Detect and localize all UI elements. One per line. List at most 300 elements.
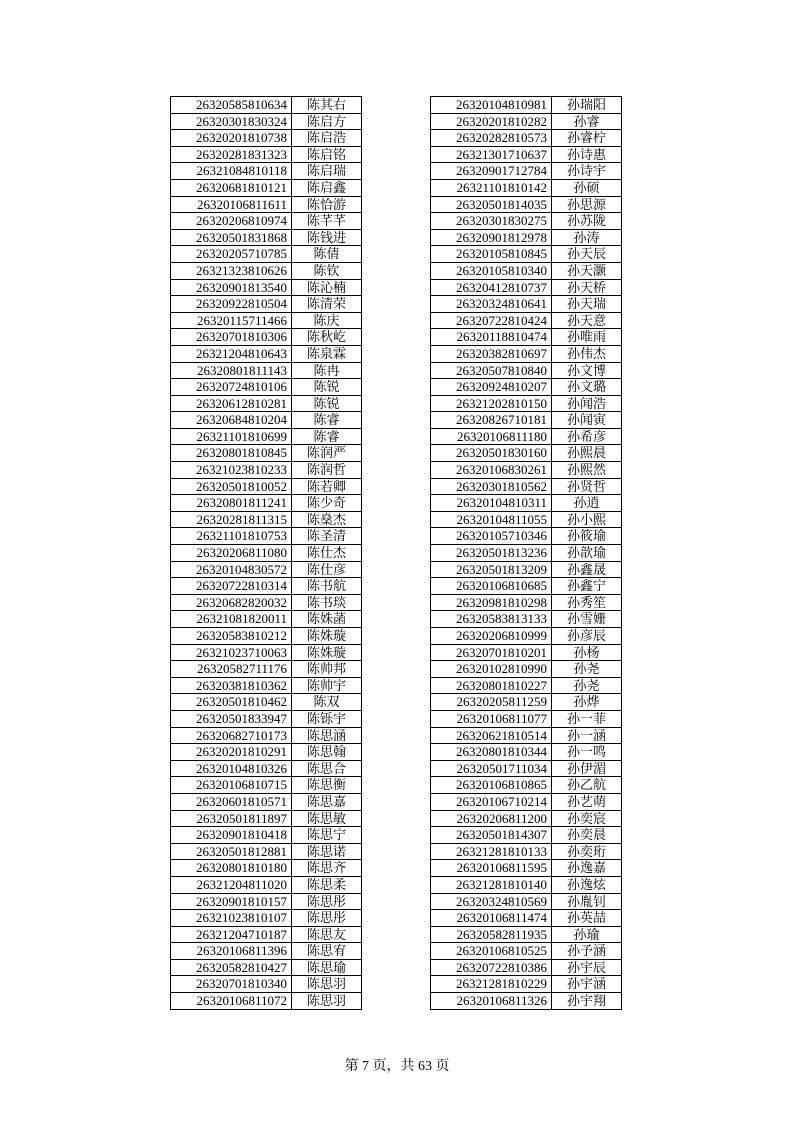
exam-number-cell: 26320205710785 bbox=[171, 246, 292, 263]
student-name-cell: 孙乙航 bbox=[552, 777, 622, 794]
exam-number-cell: 26320901712784 bbox=[431, 163, 552, 180]
student-name-cell: 孙杨 bbox=[552, 644, 622, 661]
student-name-cell: 孙睿 bbox=[552, 113, 622, 130]
table-row bbox=[431, 296, 622, 313]
exam-number-cell: 26320924810207 bbox=[431, 379, 552, 396]
student-name-cell: 孙天意 bbox=[552, 312, 622, 329]
student-name-cell: 陈锐 bbox=[292, 395, 362, 412]
exam-number-cell: 26320501830160 bbox=[431, 445, 552, 462]
student-name-cell: 孙筱瑜 bbox=[552, 528, 622, 545]
table-row bbox=[431, 644, 622, 661]
exam-number-cell: 26320684810204 bbox=[171, 412, 292, 429]
student-name-cell: 孙奕珩 bbox=[552, 843, 622, 860]
student-name-cell: 孙睿柠 bbox=[552, 130, 622, 147]
table-row bbox=[431, 379, 622, 396]
table-row bbox=[171, 694, 362, 711]
table-row bbox=[171, 329, 362, 346]
table-row bbox=[431, 611, 622, 628]
table-row bbox=[431, 511, 622, 528]
exam-number-cell: 26320106811595 bbox=[431, 860, 552, 877]
student-name-cell: 陈睿 bbox=[292, 428, 362, 445]
exam-number-cell: 26320901810418 bbox=[171, 827, 292, 844]
exam-number-cell: 26320106811474 bbox=[431, 910, 552, 927]
student-name-cell: 孙宇涵 bbox=[552, 976, 622, 993]
table-row bbox=[431, 312, 622, 329]
exam-number-cell: 26320324810641 bbox=[431, 296, 552, 313]
exam-number-cell: 26320102810990 bbox=[431, 661, 552, 678]
table-row bbox=[431, 694, 622, 711]
student-name-cell: 陈铄宇 bbox=[292, 710, 362, 727]
student-name-cell: 陈思诺 bbox=[292, 843, 362, 860]
table-row bbox=[431, 246, 622, 263]
student-name-cell: 陈清荣 bbox=[292, 296, 362, 313]
student-name-cell: 孙诗宇 bbox=[552, 163, 622, 180]
exam-number-cell: 26320205811259 bbox=[431, 694, 552, 711]
exam-number-cell: 26320105810340 bbox=[431, 262, 552, 279]
student-name-cell: 陈思彤 bbox=[292, 910, 362, 927]
exam-number-cell: 26320612810281 bbox=[171, 395, 292, 412]
student-name-cell: 孙硕 bbox=[552, 179, 622, 196]
student-name-cell: 陈思衡 bbox=[292, 777, 362, 794]
exam-number-cell: 26320301830275 bbox=[431, 213, 552, 230]
student-name-cell: 陈仕彦 bbox=[292, 561, 362, 578]
exam-number-cell: 26320106830261 bbox=[431, 462, 552, 479]
exam-number-cell: 26320801810227 bbox=[431, 677, 552, 694]
exam-number-cell: 26321101810142 bbox=[431, 179, 552, 196]
table-row bbox=[171, 379, 362, 396]
table-row bbox=[431, 495, 622, 512]
exam-number-cell: 26320281811315 bbox=[171, 511, 292, 528]
student-name-cell: 孙一菲 bbox=[552, 710, 622, 727]
exam-number-cell: 26320324810569 bbox=[431, 893, 552, 910]
table-row bbox=[171, 993, 362, 1010]
student-name-cell: 陈启瑞 bbox=[292, 163, 362, 180]
table-row bbox=[171, 296, 362, 313]
exam-number-cell: 26320601810571 bbox=[171, 793, 292, 810]
exam-number-cell: 26320621810514 bbox=[431, 727, 552, 744]
exam-number-cell: 26320412810737 bbox=[431, 279, 552, 296]
student-name-cell: 孙艺萌 bbox=[552, 793, 622, 810]
student-name-cell: 孙贤哲 bbox=[552, 478, 622, 495]
student-name-cell: 孙逍 bbox=[552, 495, 622, 512]
student-name-cell: 孙熙然 bbox=[552, 462, 622, 479]
exam-number-cell: 26320206810999 bbox=[431, 628, 552, 645]
table-row bbox=[431, 545, 622, 562]
exam-number-cell: 26320206811200 bbox=[431, 810, 552, 827]
table-row bbox=[431, 395, 622, 412]
table-row bbox=[171, 561, 362, 578]
exam-number-cell: 26321202810150 bbox=[431, 395, 552, 412]
student-name-cell: 陈思涵 bbox=[292, 727, 362, 744]
exam-number-cell: 26320583810212 bbox=[171, 628, 292, 645]
table-row bbox=[431, 943, 622, 960]
table-row bbox=[431, 229, 622, 246]
student-name-cell: 孙歆瑜 bbox=[552, 545, 622, 562]
exam-number-cell: 26320301830324 bbox=[171, 113, 292, 130]
student-name-cell: 陈思齐 bbox=[292, 860, 362, 877]
table-row bbox=[171, 827, 362, 844]
table-row bbox=[431, 976, 622, 993]
student-name-cell: 孙天瑞 bbox=[552, 296, 622, 313]
exam-number-cell: 26321204811020 bbox=[171, 876, 292, 893]
table-row bbox=[431, 959, 622, 976]
exam-number-cell: 26320722810424 bbox=[431, 312, 552, 329]
exam-number-cell: 26320682710173 bbox=[171, 727, 292, 744]
student-name-cell: 陈双 bbox=[292, 694, 362, 711]
student-name-cell: 陈少奇 bbox=[292, 495, 362, 512]
student-name-cell: 陈思彤 bbox=[292, 893, 362, 910]
exam-number-cell: 26320106811077 bbox=[431, 710, 552, 727]
exam-number-cell: 26321204710187 bbox=[171, 926, 292, 943]
student-name-cell: 孙胤钊 bbox=[552, 893, 622, 910]
table-row bbox=[431, 710, 622, 727]
exam-number-cell: 26320281831323 bbox=[171, 146, 292, 163]
table-row bbox=[171, 528, 362, 545]
student-name-cell: 陈芊芊 bbox=[292, 213, 362, 230]
exam-number-cell: 26320106811326 bbox=[431, 993, 552, 1010]
student-name-cell: 孙一涵 bbox=[552, 727, 622, 744]
table-row bbox=[171, 959, 362, 976]
table-row bbox=[171, 312, 362, 329]
table-row bbox=[431, 594, 622, 611]
student-name-cell: 孙彦辰 bbox=[552, 628, 622, 645]
student-name-cell: 陈思嘉 bbox=[292, 793, 362, 810]
exam-number-cell: 26320106710214 bbox=[431, 793, 552, 810]
table-row bbox=[171, 810, 362, 827]
student-name-cell: 孙天灏 bbox=[552, 262, 622, 279]
student-name-cell: 孙一鸣 bbox=[552, 744, 622, 761]
exam-number-cell: 26320701810201 bbox=[431, 644, 552, 661]
table-row bbox=[431, 744, 622, 761]
exam-number-cell: 26320801810845 bbox=[171, 445, 292, 462]
table-row bbox=[171, 412, 362, 429]
table-row bbox=[171, 943, 362, 960]
table-row bbox=[431, 97, 622, 114]
exam-number-cell: 26320106810715 bbox=[171, 777, 292, 794]
table-row bbox=[431, 661, 622, 678]
student-name-cell: 陈钱进 bbox=[292, 229, 362, 246]
exam-number-cell: 26320724810106 bbox=[171, 379, 292, 396]
table-row bbox=[431, 628, 622, 645]
student-name-cell: 陈沁楠 bbox=[292, 279, 362, 296]
exam-number-cell: 26321101810699 bbox=[171, 428, 292, 445]
student-name-cell: 陈姝菡 bbox=[292, 611, 362, 628]
table-row bbox=[431, 362, 622, 379]
table-row bbox=[431, 113, 622, 130]
exam-number-cell: 26320106811072 bbox=[171, 993, 292, 1010]
exam-number-cell: 26320106810865 bbox=[431, 777, 552, 794]
exam-number-cell: 26321301710637 bbox=[431, 146, 552, 163]
student-name-cell: 陈恰游 bbox=[292, 196, 362, 213]
exam-number-cell: 26321281810133 bbox=[431, 843, 552, 860]
table-row bbox=[171, 262, 362, 279]
table-row bbox=[171, 727, 362, 744]
table-row bbox=[171, 495, 362, 512]
table-row bbox=[171, 843, 362, 860]
table-row bbox=[431, 462, 622, 479]
exam-number-cell: 26320501810462 bbox=[171, 694, 292, 711]
student-name-cell: 孙鑫宁 bbox=[552, 578, 622, 595]
student-name-cell: 孙宇辰 bbox=[552, 959, 622, 976]
student-name-cell: 孙天辰 bbox=[552, 246, 622, 263]
exam-number-cell: 26320501813236 bbox=[431, 545, 552, 562]
exam-number-cell: 26321081820011 bbox=[171, 611, 292, 628]
student-name-cell: 陈锐 bbox=[292, 379, 362, 396]
student-name-cell: 陈思友 bbox=[292, 926, 362, 943]
exam-number-cell: 26321023810233 bbox=[171, 462, 292, 479]
exam-number-cell: 26320801810180 bbox=[171, 860, 292, 877]
table-row bbox=[431, 793, 622, 810]
student-name-cell: 陈冉 bbox=[292, 362, 362, 379]
roster-table-right bbox=[430, 96, 622, 1010]
exam-number-cell: 26320901813540 bbox=[171, 279, 292, 296]
student-name-cell: 陈润哲 bbox=[292, 462, 362, 479]
table-row bbox=[431, 146, 622, 163]
student-name-cell: 陈帅宇 bbox=[292, 677, 362, 694]
table-row bbox=[431, 561, 622, 578]
exam-number-cell: 26320381810362 bbox=[171, 677, 292, 694]
table-row bbox=[431, 163, 622, 180]
exam-number-cell: 26320501814035 bbox=[431, 196, 552, 213]
table-row bbox=[171, 213, 362, 230]
student-name-cell: 陈润严 bbox=[292, 445, 362, 462]
student-name-cell: 陈其右 bbox=[292, 97, 362, 114]
student-name-cell: 陈思翰 bbox=[292, 744, 362, 761]
table-row bbox=[171, 545, 362, 562]
student-name-cell: 孙予涵 bbox=[552, 943, 622, 960]
exam-number-cell: 26320981810298 bbox=[431, 594, 552, 611]
table-row bbox=[171, 677, 362, 694]
student-name-cell: 孙瑞阳 bbox=[552, 97, 622, 114]
table-row bbox=[171, 876, 362, 893]
student-name-cell: 孙伟杰 bbox=[552, 345, 622, 362]
exam-number-cell: 26320901812978 bbox=[431, 229, 552, 246]
student-name-cell: 孙宇翔 bbox=[552, 993, 622, 1010]
student-name-cell: 孙唯雨 bbox=[552, 329, 622, 346]
exam-number-cell: 26320801810344 bbox=[431, 744, 552, 761]
student-name-cell: 陈思柔 bbox=[292, 876, 362, 893]
exam-number-cell: 26320106811611 bbox=[171, 196, 292, 213]
student-name-cell: 孙奕晨 bbox=[552, 827, 622, 844]
student-name-cell: 孙文璐 bbox=[552, 379, 622, 396]
exam-number-cell: 26320501811897 bbox=[171, 810, 292, 827]
table-row bbox=[171, 893, 362, 910]
table-row bbox=[431, 760, 622, 777]
exam-number-cell: 26320801811241 bbox=[171, 495, 292, 512]
exam-number-cell: 26320501813209 bbox=[431, 561, 552, 578]
student-name-cell: 陈圣清 bbox=[292, 528, 362, 545]
table-row bbox=[171, 445, 362, 462]
student-name-cell: 孙尧 bbox=[552, 677, 622, 694]
table-row bbox=[171, 395, 362, 412]
student-name-cell: 孙逸嘉 bbox=[552, 860, 622, 877]
exam-number-cell: 26320922810504 bbox=[171, 296, 292, 313]
exam-number-cell: 26320501711034 bbox=[431, 760, 552, 777]
table-row bbox=[171, 860, 362, 877]
student-name-cell: 陈书航 bbox=[292, 578, 362, 595]
table-row bbox=[171, 910, 362, 927]
student-name-cell: 陈思宥 bbox=[292, 943, 362, 960]
table-row bbox=[431, 578, 622, 595]
exam-number-cell: 26320582811935 bbox=[431, 926, 552, 943]
exam-number-cell: 26320501833947 bbox=[171, 710, 292, 727]
exam-number-cell: 26320206811080 bbox=[171, 545, 292, 562]
student-name-cell: 孙伊湄 bbox=[552, 760, 622, 777]
student-name-cell: 陈启浩 bbox=[292, 130, 362, 147]
student-name-cell: 孙小熙 bbox=[552, 511, 622, 528]
student-name-cell: 陈思羽 bbox=[292, 976, 362, 993]
student-name-cell: 孙熙晨 bbox=[552, 445, 622, 462]
table-row bbox=[171, 146, 362, 163]
student-name-cell: 孙瑜 bbox=[552, 926, 622, 943]
table-row bbox=[431, 213, 622, 230]
student-name-cell: 陈书琰 bbox=[292, 594, 362, 611]
table-row bbox=[171, 976, 362, 993]
table-row bbox=[431, 827, 622, 844]
exam-number-cell: 26320106811396 bbox=[171, 943, 292, 960]
student-name-cell: 陈思合 bbox=[292, 760, 362, 777]
student-name-cell: 孙闻浩 bbox=[552, 395, 622, 412]
student-name-cell: 陈思敏 bbox=[292, 810, 362, 827]
exam-number-cell: 26320104830572 bbox=[171, 561, 292, 578]
roster-body-right bbox=[431, 97, 622, 1010]
student-name-cell: 陈思瑜 bbox=[292, 959, 362, 976]
table-row bbox=[431, 843, 622, 860]
roster-body-left bbox=[171, 97, 362, 1010]
table-row bbox=[171, 345, 362, 362]
table-row bbox=[431, 926, 622, 943]
student-name-cell: 孙英喆 bbox=[552, 910, 622, 927]
exam-number-cell: 26320501810052 bbox=[171, 478, 292, 495]
student-name-cell: 陈姝璇 bbox=[292, 644, 362, 661]
exam-number-cell: 26320583813133 bbox=[431, 611, 552, 628]
table-row bbox=[171, 478, 362, 495]
table-row bbox=[171, 926, 362, 943]
table-row bbox=[171, 760, 362, 777]
table-row bbox=[171, 97, 362, 114]
table-row bbox=[171, 113, 362, 130]
exam-number-cell: 26321084810118 bbox=[171, 163, 292, 180]
exam-number-cell: 26320682820032 bbox=[171, 594, 292, 611]
exam-number-cell: 26320826710181 bbox=[431, 412, 552, 429]
student-name-cell: 陈睿 bbox=[292, 412, 362, 429]
exam-number-cell: 26320681810121 bbox=[171, 179, 292, 196]
table-row bbox=[171, 578, 362, 595]
table-row bbox=[431, 428, 622, 445]
exam-number-cell: 26320282810573 bbox=[431, 130, 552, 147]
student-name-cell: 陈若卿 bbox=[292, 478, 362, 495]
exam-number-cell: 26320206810974 bbox=[171, 213, 292, 230]
student-name-cell: 陈倩 bbox=[292, 246, 362, 263]
student-name-cell: 孙思源 bbox=[552, 196, 622, 213]
exam-number-cell: 26320104810981 bbox=[431, 97, 552, 114]
exam-number-cell: 26320104810311 bbox=[431, 495, 552, 512]
table-row bbox=[171, 462, 362, 479]
exam-number-cell: 26320106810685 bbox=[431, 578, 552, 595]
table-row bbox=[171, 229, 362, 246]
student-name-cell: 陈庆 bbox=[292, 312, 362, 329]
table-row bbox=[431, 329, 622, 346]
student-name-cell: 孙雪姗 bbox=[552, 611, 622, 628]
exam-number-cell: 26320382810697 bbox=[431, 345, 552, 362]
table-row bbox=[431, 345, 622, 362]
exam-number-cell: 26320722810386 bbox=[431, 959, 552, 976]
student-name-cell: 孙希彦 bbox=[552, 428, 622, 445]
table-row bbox=[171, 744, 362, 761]
student-name-cell: 孙闻寅 bbox=[552, 412, 622, 429]
exam-number-cell: 26321323810626 bbox=[171, 262, 292, 279]
student-name-cell: 陈启鑫 bbox=[292, 179, 362, 196]
student-name-cell: 孙尧 bbox=[552, 661, 622, 678]
exam-number-cell: 26320104811055 bbox=[431, 511, 552, 528]
student-name-cell: 孙涛 bbox=[552, 229, 622, 246]
table-row bbox=[171, 594, 362, 611]
student-name-cell: 陈秋屹 bbox=[292, 329, 362, 346]
table-row bbox=[431, 876, 622, 893]
table-row bbox=[171, 793, 362, 810]
student-name-cell: 陈仕杰 bbox=[292, 545, 362, 562]
table-row bbox=[171, 710, 362, 727]
exam-number-cell: 26320301810562 bbox=[431, 478, 552, 495]
table-row bbox=[431, 910, 622, 927]
exam-number-cell: 26320722810314 bbox=[171, 578, 292, 595]
table-row bbox=[171, 279, 362, 296]
exam-number-cell: 26320201810282 bbox=[431, 113, 552, 130]
student-name-cell: 陈思宁 bbox=[292, 827, 362, 844]
table-row bbox=[431, 196, 622, 213]
table-row bbox=[431, 677, 622, 694]
exam-number-cell: 26320507810840 bbox=[431, 362, 552, 379]
exam-number-cell: 26320118810474 bbox=[431, 329, 552, 346]
table-row bbox=[171, 628, 362, 645]
student-name-cell: 陈帅邦 bbox=[292, 661, 362, 678]
exam-number-cell: 26320201810738 bbox=[171, 130, 292, 147]
table-row bbox=[171, 163, 362, 180]
exam-number-cell: 26320201810291 bbox=[171, 744, 292, 761]
table-row bbox=[431, 810, 622, 827]
table-row bbox=[431, 893, 622, 910]
table-row bbox=[431, 860, 622, 877]
table-row bbox=[431, 727, 622, 744]
exam-number-cell: 26321101810753 bbox=[171, 528, 292, 545]
student-name-cell: 孙逸炫 bbox=[552, 876, 622, 893]
exam-number-cell: 26320582810427 bbox=[171, 959, 292, 976]
exam-number-cell: 26320501812881 bbox=[171, 843, 292, 860]
student-name-cell: 陈启铭 bbox=[292, 146, 362, 163]
exam-number-cell: 26321023710063 bbox=[171, 644, 292, 661]
student-name-cell: 陈姝璇 bbox=[292, 628, 362, 645]
table-row bbox=[431, 777, 622, 794]
exam-number-cell: 26320582711176 bbox=[171, 661, 292, 678]
exam-number-cell: 26320106810525 bbox=[431, 943, 552, 960]
page-number-footer: 第 7 页，共 63 页 bbox=[344, 1059, 450, 1074]
table-row bbox=[171, 661, 362, 678]
table-row bbox=[431, 279, 622, 296]
student-name-cell: 孙奕宸 bbox=[552, 810, 622, 827]
table-row bbox=[171, 179, 362, 196]
exam-number-cell: 26321281810229 bbox=[431, 976, 552, 993]
student-name-cell: 孙天桥 bbox=[552, 279, 622, 296]
student-name-cell: 陈泉霖 bbox=[292, 345, 362, 362]
table-row bbox=[171, 511, 362, 528]
table-row bbox=[171, 196, 362, 213]
student-name-cell: 孙秀笙 bbox=[552, 594, 622, 611]
exam-number-cell: 26321023810107 bbox=[171, 910, 292, 927]
table-row bbox=[431, 130, 622, 147]
exam-number-cell: 26320901810157 bbox=[171, 893, 292, 910]
table-row bbox=[431, 412, 622, 429]
student-name-cell: 陈思羽 bbox=[292, 993, 362, 1010]
